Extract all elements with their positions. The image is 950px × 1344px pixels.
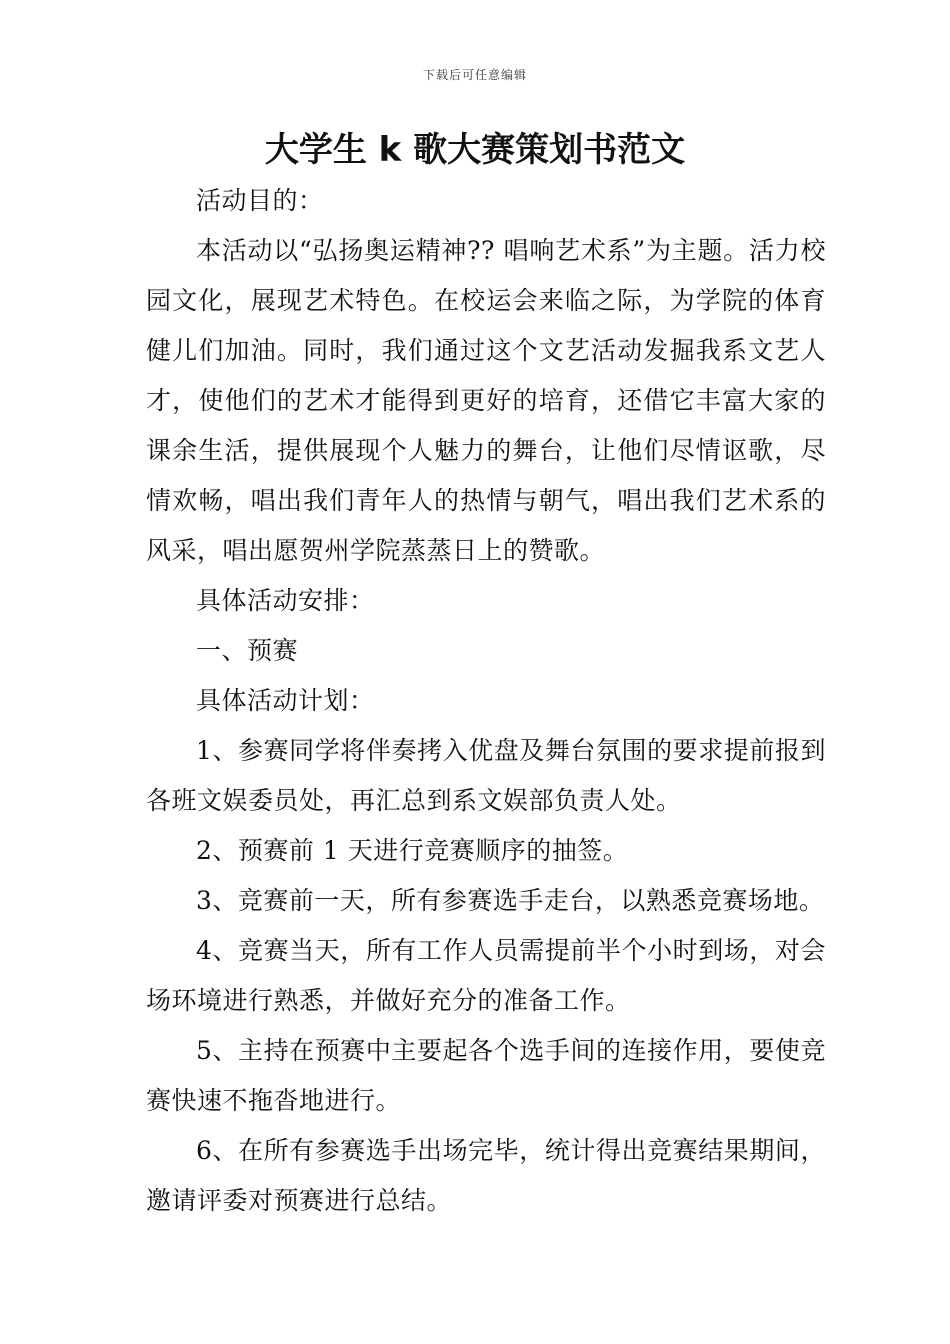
document-body	[146, 176, 826, 1226]
paragraph-purpose-heading: 活动目的：	[196, 186, 324, 215]
paragraph-arrangement-heading: 具体活动安排：	[196, 586, 375, 615]
paragraph-item-6: 6、在所有参赛选手出场完毕，统计得出竞赛结果期间，邀请评委对预赛进行总结。	[146, 1136, 826, 1215]
paragraph-item-1: 1、参赛同学将伴奏拷入优盘及舞台氛围的要求提前报到各班文娱委员处，再汇总到系文娱部负责人处。	[146, 736, 826, 815]
paragraph-preliminary-heading: 一、预赛	[196, 636, 299, 665]
paragraph-plan-heading: 具体活动计划：	[196, 686, 375, 715]
paragraph-item-2: 2、预赛前 1 天进行竞赛顺序的抽签。	[196, 836, 629, 865]
paragraph-item-5: 5、主持在预赛中主要起各个选手间的连接作用，要使竞赛快速不拖沓地进行。	[146, 1036, 826, 1115]
paragraph-item-4: 4、竞赛当天，所有工作人员需提前半个小时到场，对会场环境进行熟悉，并做好充分的准备工作。	[146, 936, 826, 1015]
paragraph-item-3: 3、竞赛前一天，所有参赛选手走台，以熟悉竞赛场地。	[196, 886, 825, 915]
paragraph-purpose-text: 本活动以“弘扬奥运精神?? 唱响艺术系”为主题。活力校园文化，展现艺术特色。在校运会来临之际，为学院的体育健儿们加油。同时，我们通过这个文艺活动发掘我系文艺人才，使他们的艺术才能得到更好的培育，还借它丰富大家的课余生活，提供展现个人魅力的舞台，让他们尽情讴歌，尽情欢畅，唱出我们青年人的热情与朝气，唱出我们艺术系的风采，唱出愿贺州学院蒸蒸日上的赞歌。	[146, 236, 826, 565]
header-note: 下载后可任意编辑	[422, 68, 527, 82]
document-title: 大学生 k 歌大赛策划书范文	[264, 130, 686, 170]
